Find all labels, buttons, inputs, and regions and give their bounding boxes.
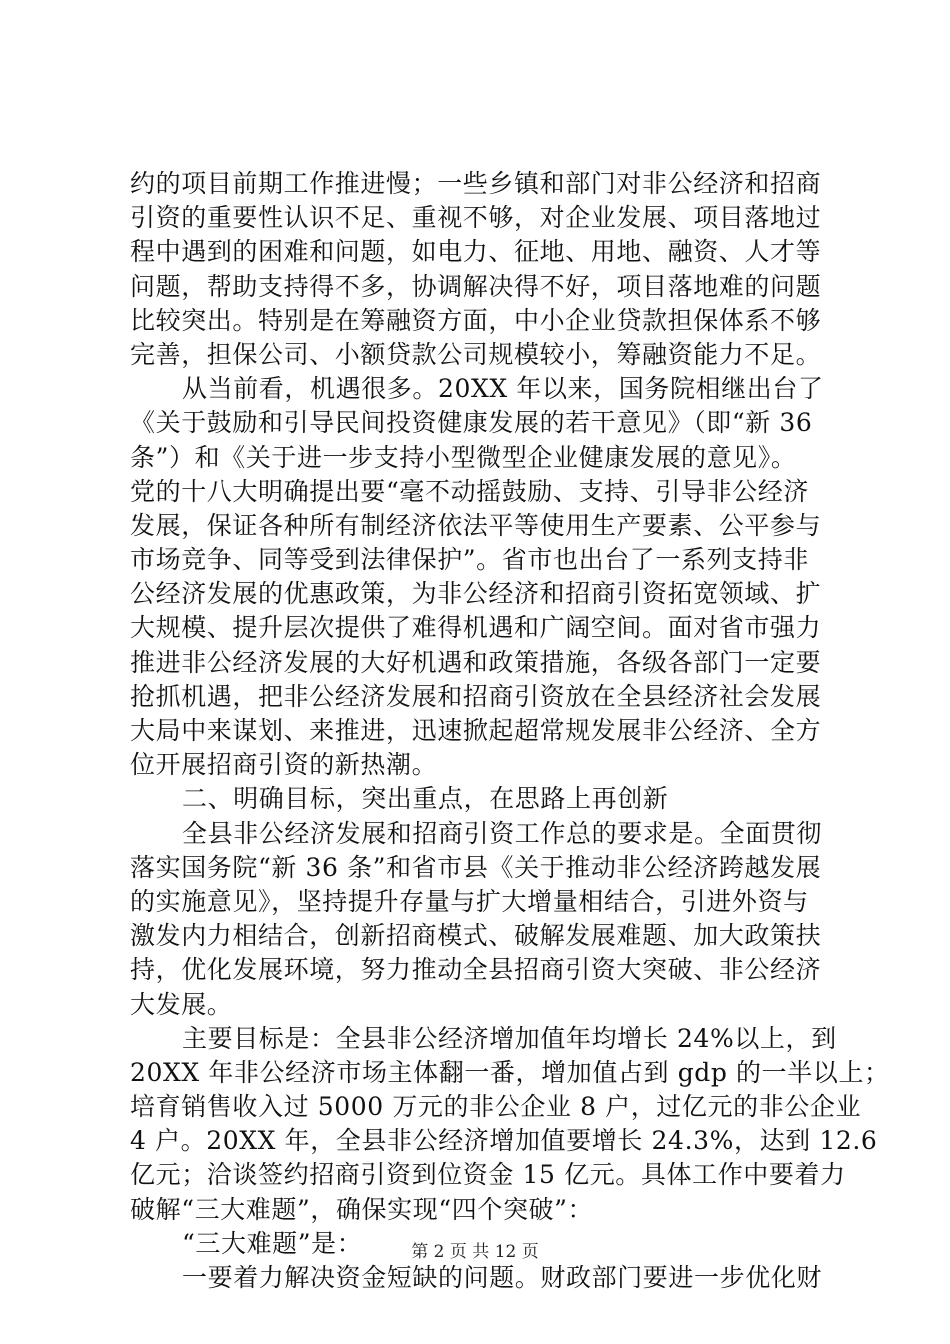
text-line: 大发展。 [130,989,233,1019]
text-line: 大规模、提升层次提供了难得机遇和广阔空间。面对省市强力 [130,613,822,643]
page-number-footer: 第 2 页 共 12 页 [411,1242,539,1262]
paragraph-start-line: 一要着力解决资金短缺的问题。财政部门要进一步优化财 [182,1263,823,1292]
text-line: 落实国务院“新 36 条”和省市县《关于推动非公经济跨越发展 [130,852,822,882]
text-line: 引资的重要性认识不足、重视不够，对企业发展、项目落地过 [130,203,822,233]
text-line: 约的项目前期工作推进慢；一些乡镇和部门对非公经济和招商 [130,169,822,198]
text-line: 问题，帮助支持得不多，协调解决得不好，项目落地难的问题 [130,271,822,301]
text-line: 4 户。20XX 年，全县非公经济增加值要增长 24.3%，达到 12.6 [130,1126,878,1156]
text-line: 亿元；洽谈签约招商引资到位资金 15 亿元。具体工作中要着力 [130,1160,846,1190]
text-line: 《关于鼓励和引导民间投资健康发展的若干意见》（即“新 36 [130,408,813,438]
paragraph-start-line: 从当前看，机遇很多。20XX 年以来，国务院相继出台了 [182,374,824,404]
text-line: 市场竞争、同等受到法律保护”。省市也出台了一系列支持非 [130,545,809,575]
text-line: 完善，担保公司、小额贷款公司规模较小，筹融资能力不足。 [130,339,822,369]
text-line: 的实施意见》，坚持提升存量与扩大增量相结合，引进外资与 [130,886,809,916]
text-line: 大局中来谋划、来推进，迅速掀起超常规发展非公经济、全方 [130,716,822,745]
text-line: 发展，保证各种所有制经济依法平等使用生产要素、公平参与 [130,510,822,540]
text-line: 程中遇到的困难和问题，如电力、征地、用地、融资、人才等 [130,237,822,267]
text-line: 抢抓机遇，把非公经济发展和招商引资放在全县经济社会发展 [130,681,822,711]
text-line: 20XX 年非公经济市场主体翻一番，增加值占到 gdp 的一半以上； [130,1057,890,1087]
text-line: 持，优化发展环境，努力推动全县招商引资大突破、非公经济 [130,955,822,985]
text-line: 培育销售收入过 5000 万元的非公企业 8 户，过亿元的非公企业 [130,1092,862,1122]
paragraph-start-line: “三大难题”是： [182,1228,363,1258]
text-line: 条”）和《关于进一步支持小型微型企业健康发展的意见》。 [130,442,797,472]
text-line: 激发内力相结合，创新招商模式、破解发展难题、加大政策扶 [130,921,822,951]
section-heading: 二、明确目标，突出重点，在思路上再创新 [182,784,669,814]
paragraph-start-line: 主要目标是：全县非公经济增加值年均增长 24%以上，到 [182,1023,837,1053]
text-line: 破解“三大难题”，确保实现“四个突破”： [130,1194,594,1224]
text-line: 推进非公经济发展的大好机遇和政策措施，各级各部门一定要 [130,647,822,677]
text-line: 党的十八大明确提出要“毫不动摇鼓励、支持、引导非公经济 [130,476,809,506]
text-line: 比较突出。特别是在筹融资方面，中小企业贷款担保体系不够 [130,305,822,335]
text-line: 位开展招商引资的新热潮。 [130,750,438,780]
document-body [130,167,890,1295]
text-line: 公经济发展的优惠政策，为非公经济和招商引资拓宽领域、扩 [130,579,822,609]
paragraph-start-line: 全县非公经济发展和招商引资工作总的要求是。全面贯彻 [182,818,823,848]
